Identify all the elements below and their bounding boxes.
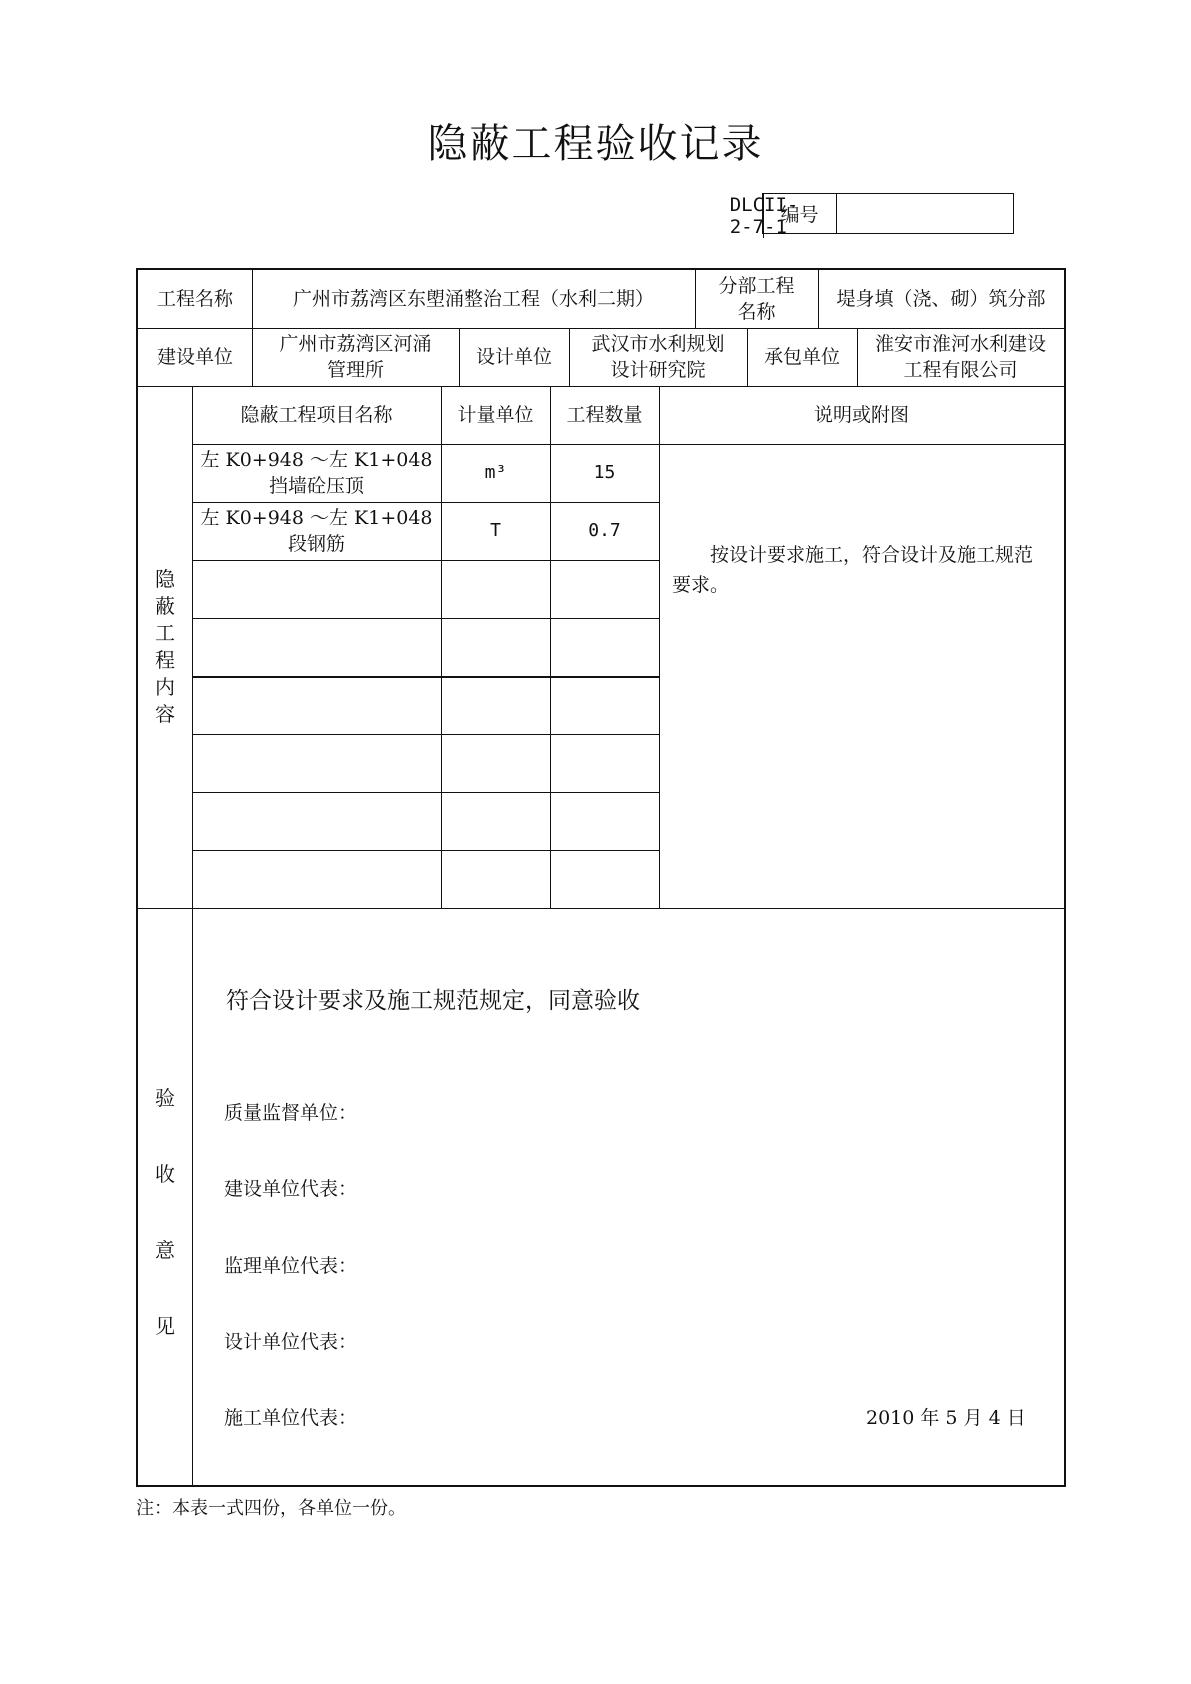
doc-number-value: DLCII-2-7-1 xyxy=(729,194,799,238)
acceptance-side-char: 意 xyxy=(155,1238,175,1262)
row1-item-line1: 左 K0+948 ～左 K1+048 xyxy=(200,449,433,471)
owner-value-line2: 管理所 xyxy=(326,359,384,381)
content-side-char: 工 xyxy=(155,621,175,645)
record-form xyxy=(136,268,1066,1487)
designer-value-line1: 武汉市水利规划 xyxy=(591,333,725,355)
designer-label: 设计单位 xyxy=(475,346,552,368)
contractor-value xyxy=(857,328,1064,386)
content-side-char: 容 xyxy=(155,702,175,726)
content-side-char: 蔽 xyxy=(155,594,175,618)
content-side-label xyxy=(145,566,185,728)
row1-item-line2: 挡墙砼压顶 xyxy=(268,475,364,497)
acceptance-side-char: 见 xyxy=(155,1314,175,1338)
owner-label: 建设单位 xyxy=(156,346,233,368)
acceptance-opinion: 符合设计要求及施工规范规定，同意验收 xyxy=(226,988,640,1014)
acceptance-side-char: 验 xyxy=(155,1086,175,1110)
note-text xyxy=(672,540,1057,600)
sub-project-label-line2: 名称 xyxy=(737,301,776,323)
designer-value-line2: 设计研究院 xyxy=(610,359,706,381)
acceptance-side-label xyxy=(145,1060,185,1364)
col-header-item: 隐蔽工程项目名称 xyxy=(240,404,393,426)
supervisor-rep-label: 监理单位代表： xyxy=(224,1255,358,1277)
designer-value xyxy=(569,328,747,386)
content-side-char: 隐 xyxy=(155,567,175,591)
project-name-label: 工程名称 xyxy=(156,288,233,310)
page-title: 隐蔽工程验收记录 xyxy=(427,121,764,167)
col-header-note: 说明或附图 xyxy=(813,404,909,426)
footnote: 注：本表一式四份，各单位一份。 xyxy=(136,1498,406,1519)
row1-qty: 15 xyxy=(593,462,616,483)
contractor-value-line1: 淮安市淮河水利建设 xyxy=(874,333,1046,355)
owner-value-line1: 广州市荔湾区河涌 xyxy=(279,333,432,355)
table-row-item xyxy=(192,444,441,502)
content-side-char: 内 xyxy=(155,675,175,699)
contractor-value-line2: 工程有限公司 xyxy=(903,359,1018,381)
content-side-char: 程 xyxy=(155,648,175,672)
contractor-label: 承包单位 xyxy=(763,346,840,368)
sub-project-label-line1: 分部工程 xyxy=(718,275,795,297)
row2-qty: 0.7 xyxy=(588,520,621,541)
quality-supervision-label: 质量监督单位： xyxy=(224,1102,358,1124)
row2-unit: T xyxy=(490,520,501,541)
sub-project-value: 堤身填（浇、砌）筑分部 xyxy=(836,288,1046,310)
owner-rep-label: 建设单位代表： xyxy=(224,1178,358,1200)
sub-project-label xyxy=(695,270,818,328)
acceptance-date: 2010 年 5 月 4 日 xyxy=(866,1407,1026,1429)
owner-value xyxy=(252,328,459,386)
project-name-value: 广州市荔湾区东塱涌整治工程（水利二期） xyxy=(292,288,654,310)
doc-number-label: 编号 xyxy=(763,194,837,233)
table-row-item xyxy=(192,502,441,560)
acceptance-side-char: 收 xyxy=(155,1162,175,1186)
col-header-unit: 计量单位 xyxy=(457,404,534,426)
note-text-line2: 要求。 xyxy=(672,574,730,596)
row2-item-line2: 段钢筋 xyxy=(287,533,345,555)
note-text-line1: 按设计要求施工，符合设计及施工规范 xyxy=(710,544,1034,566)
col-header-qty: 工程数量 xyxy=(566,404,643,426)
row2-item-line1: 左 K0+948 ～左 K1+048 xyxy=(200,507,433,529)
doc-number-box xyxy=(729,193,1014,238)
row1-unit: m³ xyxy=(484,462,507,483)
designer-rep-label: 设计单位代表： xyxy=(224,1331,358,1353)
contractor-rep-label: 施工单位代表： xyxy=(224,1407,358,1429)
